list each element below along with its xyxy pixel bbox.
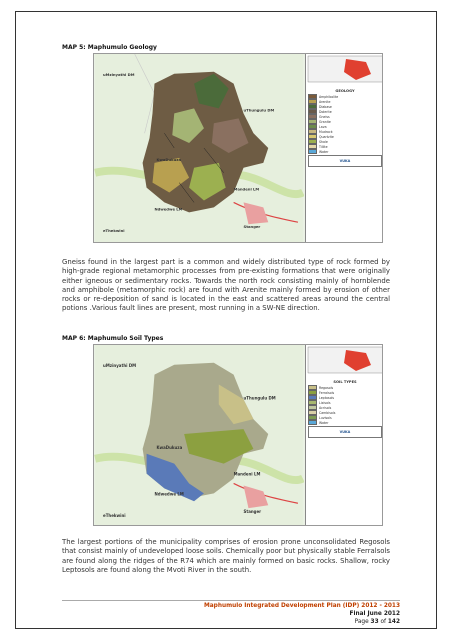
page-total: 142	[387, 619, 400, 625]
map5-title: MAP 5: Maphumulo Geology	[62, 44, 157, 51]
map5-legend	[305, 54, 383, 242]
map6-title: MAP 6: Maphumulo Soil Types	[62, 335, 164, 342]
legend-label: Ferralsols	[319, 390, 335, 395]
map5-label-d: Ndwedwe LM	[154, 207, 183, 212]
map6-label-f: Stanger	[243, 509, 262, 515]
map6-label-a: uMzinyathi DM	[103, 362, 137, 368]
footer-subtitle: Final June 2012	[349, 611, 400, 617]
map6-legend	[305, 345, 383, 525]
map5-figure	[93, 53, 383, 243]
locality-inset	[306, 54, 383, 84]
legend-label: Gneiss	[319, 114, 330, 119]
map6-legend-heading: SOIL TYPES	[333, 380, 357, 384]
map6-logo: VUKA	[308, 426, 382, 438]
legend-label: Tillite	[319, 144, 328, 149]
legend-label: Water	[319, 420, 329, 425]
legend-label: Mudrock	[319, 129, 333, 134]
footer-divider	[62, 600, 400, 601]
geology-map	[94, 54, 304, 242]
footer-title: Maphumulo Integrated Development Plan (IDP) 2012 - 2013	[203, 603, 400, 609]
soil-map	[94, 345, 304, 525]
legend-label: Granite	[319, 119, 331, 124]
map5-legend-heading: GEOLOGY	[335, 89, 355, 93]
legend-label: Arenite	[319, 99, 331, 104]
map5-logo: VUKA	[308, 155, 382, 167]
legend-swatch	[308, 149, 317, 154]
page-prefix: Page	[354, 619, 369, 625]
map6-label-b: uThungulu DM	[243, 395, 276, 401]
page-current: 33	[370, 619, 379, 625]
legend-label: Lava	[319, 124, 327, 129]
map6-figure	[93, 344, 383, 526]
map6-label-g: eThekwini	[103, 513, 126, 519]
map5-label-c: KwaDukuza	[156, 157, 182, 162]
map5-label-a: uMzinyathi DM	[103, 72, 135, 77]
legend-label: Leptosols	[319, 395, 335, 400]
legend-label: Acrisols	[319, 405, 332, 410]
legend-label: Diabase	[319, 104, 332, 109]
legend-label: Cambisols	[319, 410, 336, 415]
map6-label-e: Mandeni LM	[233, 471, 261, 477]
legend-label: Water	[319, 149, 329, 154]
map6-label-c: KwaDukuza	[156, 444, 183, 450]
legend-label: Luvisols	[319, 415, 332, 420]
map5-label-e: Mandeni LM	[233, 187, 260, 192]
locality-inset-2	[306, 345, 383, 375]
map5-label-b: uThungulu DM	[243, 108, 275, 113]
map5-label-f: Stanger	[243, 225, 261, 230]
legend-label: Shale	[319, 139, 328, 144]
paragraph-soil: The largest portions of the municipality comprises of erosion prone unconsolidated Regosols that consist mainly of undeveloped loose soils. Chemically poor but physically stable Ferralsols are found along the ridges of the R74 which are mainly formed on basic rocks. Shallow, rocky Leptosols are found along the Mvoti River in the south.	[62, 538, 390, 574]
legend-label: Regosols	[319, 385, 334, 390]
legend-label: Lixisols	[319, 400, 331, 405]
legend-label: Amphibolite	[319, 94, 339, 99]
map5-label-g: eThekwini	[103, 229, 125, 234]
paragraph-geology: Gneiss found in the largest part is a common and widely distributed type of rock formed by high-grade regional metamorphic processes from pre-existing formations that were originally either igneous or sedimentary rocks. Towards the north rock consisting mainly of hornblende and amphibole (metamorphic rock) are found with Arenite mainly formed by erosion of other rocks or re-deposition of sand is located in the east and scattered areas around the central potions .Various fault lines are present, most running in a SW-NE direction.	[62, 258, 390, 313]
map6-label-d: Ndwedwe LM	[154, 491, 184, 497]
legend-label: Dolerite	[319, 109, 332, 114]
legend-label: Quartzite	[319, 134, 334, 139]
legend-item	[306, 420, 383, 425]
legend-swatch	[308, 420, 317, 425]
page-number	[355, 619, 400, 625]
page-of: of	[380, 619, 387, 625]
legend-item	[306, 149, 383, 154]
